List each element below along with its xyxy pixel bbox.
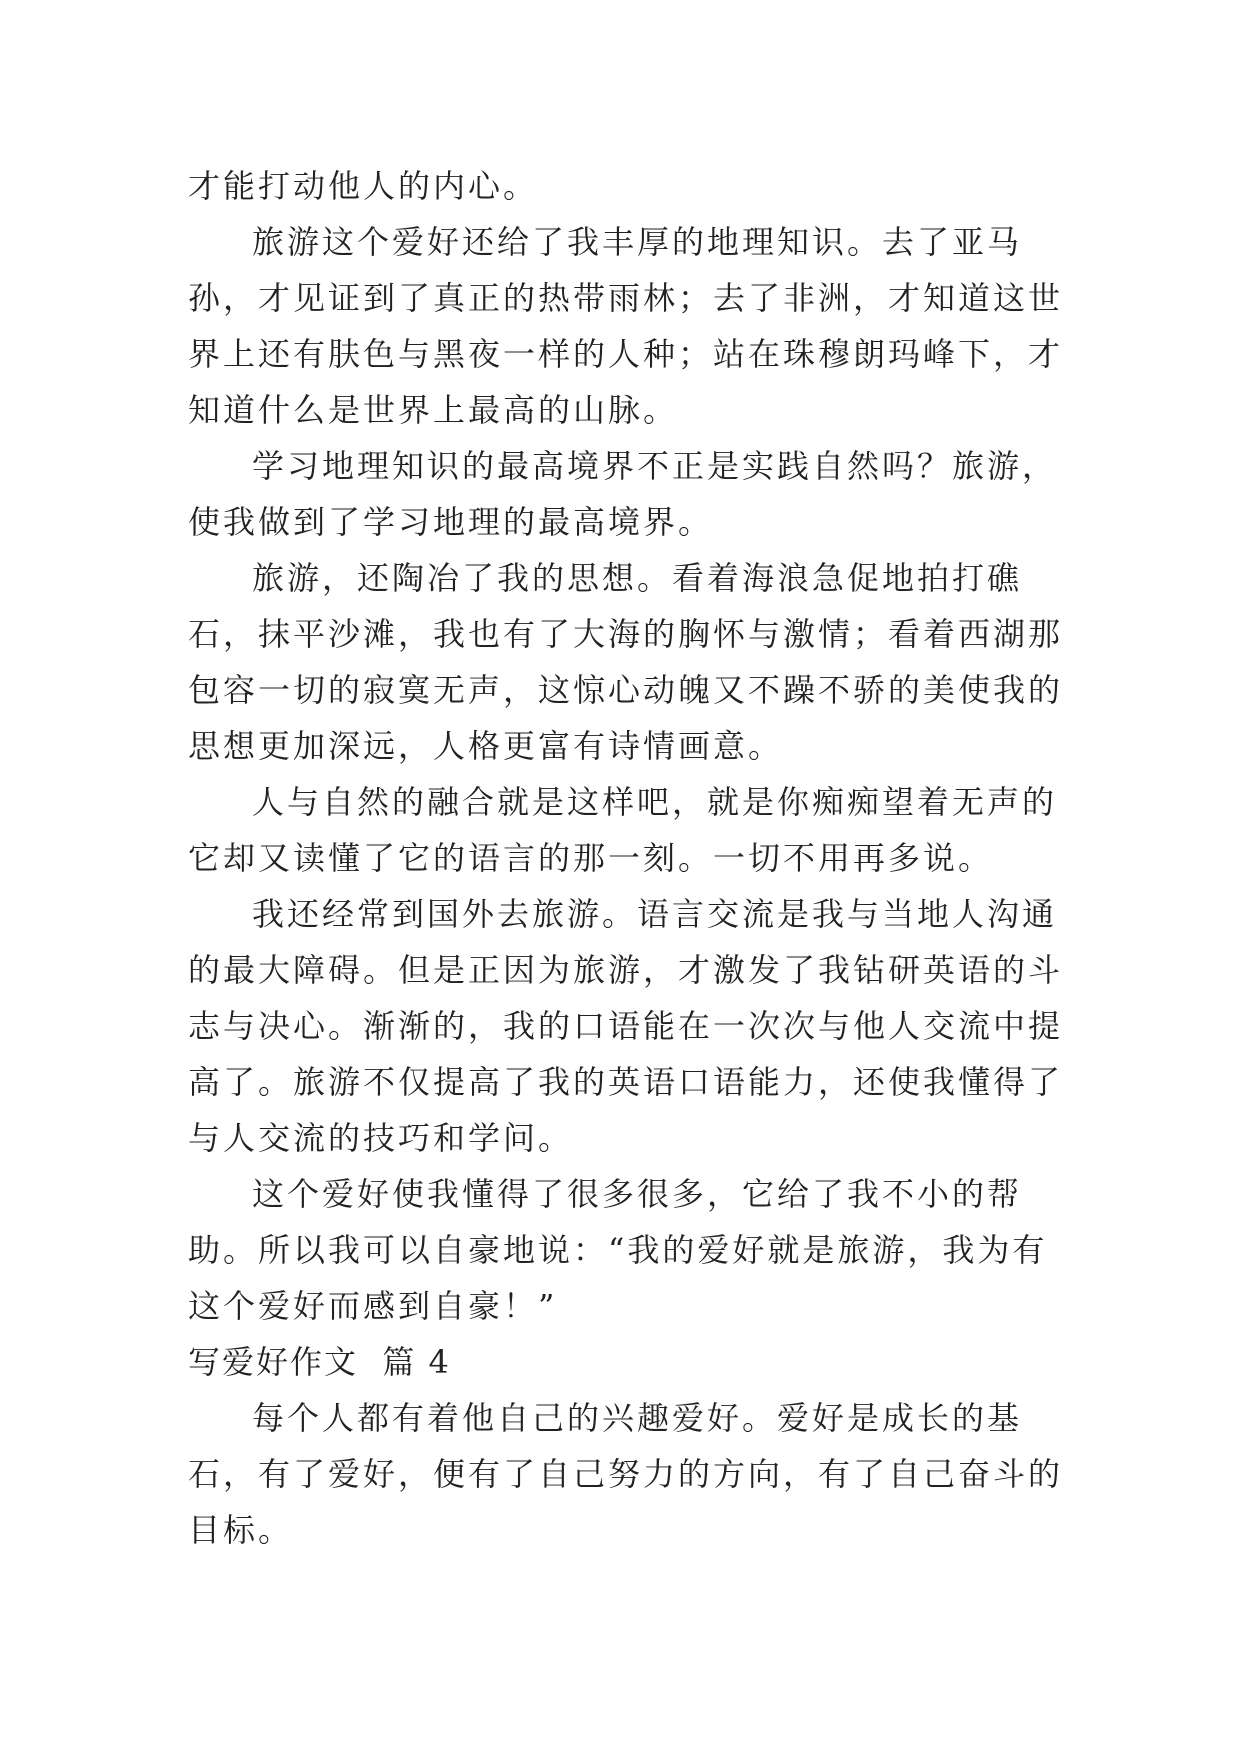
paragraph: 学习地理知识的最高境界不正是实践自然吗？旅游，使我做到了学习地理的最高境界。 (188, 447, 1058, 541)
paragraph: 每个人都有着他自己的兴趣爱好。爱好是成长的基石，有了爱好，便有了自己努力的方向，有了自己奋斗的目标。 (188, 1399, 1064, 1549)
paragraph: 旅游，还陶冶了我的思想。看着海浪急促地拍打礁石，抹平沙滩，我也有了大海的胸怀与激情；看着西湖那包容一切的寂寞无声，这惊心动魄又不躁不骄的美使我的思想更加深远，人格更富有诗情画意。 (188, 559, 1064, 765)
paragraph: 才能打动他人的内心。 (188, 167, 539, 205)
paragraph: 我还经常到国外去旅游。语言交流是我与当地人沟通的最大障碍。但是正因为旅游，才激发了我钻研英语的斗志与决心。渐渐的，我的口语能在一次次与他人交流中提高了。旅游不仅提高了我的英语口语能力，还使我懂得了与人交流的技巧和学问。 (188, 895, 1064, 1157)
paragraph: 旅游这个爱好还给了我丰厚的地理知识。去了亚马孙，才见证到了真正的热带雨林；去了非洲，才知道这世界上还有肤色与黑夜一样的人种；站在珠穆朗玛峰下，才知道什么是世界上最高的山脉。 (188, 223, 1064, 429)
paragraph: 这个爱好使我懂得了很多很多，它给了我不小的帮助。所以我可以自豪地说：“我的爱好就是旅游，我为有这个爱好而感到自豪！” (188, 1175, 1048, 1325)
section-heading: 写爱好作文 篇 4 (188, 1343, 451, 1381)
paragraph: 人与自然的融合就是这样吧，就是你痴痴望着无声的它却又读懂了它的语言的那一刻。一切不用再多说。 (188, 783, 1058, 877)
document-body (188, 158, 1068, 1558)
